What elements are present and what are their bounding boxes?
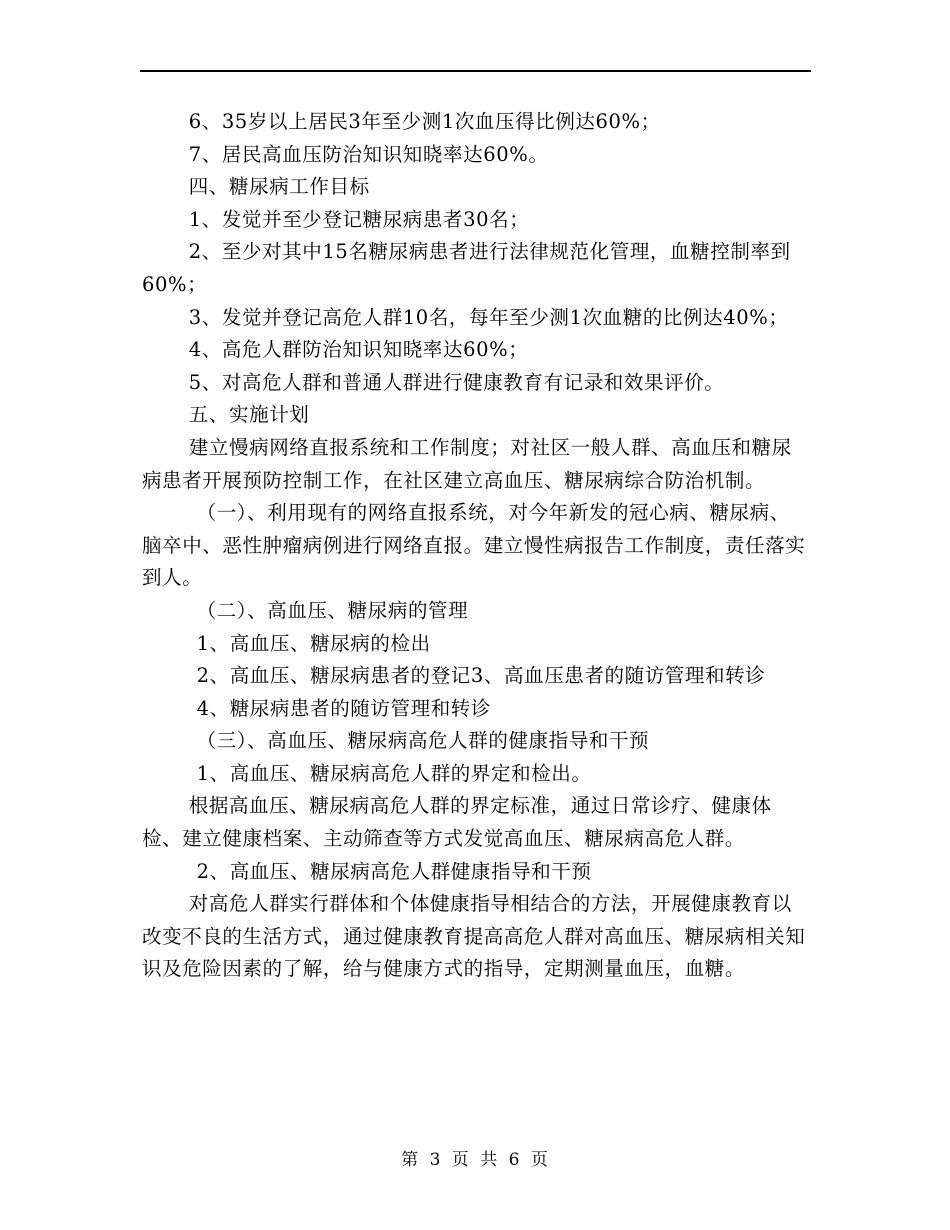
paragraph: 3、发觉并登记高危人群10名，每年至少测1次血糖的比例达40%； [188, 305, 789, 329]
header-rule [140, 70, 811, 72]
paragraph: （一）、利用现有的网络直报系统，对今年新发的冠心病、糖尿病、脑卒中、恶性肿瘤病例进行网络直报。建立慢性病报告工作制度，责任落实到人。 [142, 501, 806, 590]
page-footer: 第 3 页 共 6 页 [401, 1150, 549, 1170]
paragraph: 6、35岁以上居民3年至少测1次血压得比例达60%； [188, 110, 661, 133]
paragraph: 2、至少对其中15名糖尿病患者进行法律规范化管理，血糖控制率到60%； [142, 240, 791, 296]
paragraph: 1、高血压、糖尿病高危人群的界定和检出。 [196, 761, 592, 785]
section-heading: 四、糖尿病工作目标 [188, 175, 370, 199]
paragraph: 根据高血压、糖尿病高危人群的界定标准，通过日常诊疗、健康体检、建立健康档案、主动筛查等方式发觉高血压、糖尿病高危人群。 [142, 794, 772, 851]
subheading: （三）、高血压、糖尿病高危人群的健康指导和干预 [196, 729, 650, 753]
paragraph: 7、居民高血压防治知识知晓率达60%。 [188, 142, 549, 166]
paragraph: 2、高血压、糖尿病患者的登记3、高血压患者的随访管理和转诊 [196, 664, 766, 688]
section-heading: 五、实施计划 [188, 403, 310, 427]
paragraph: 1、发觉并至少登记糖尿病患者30名； [188, 207, 530, 231]
paragraph: 4、糖尿病患者的随访管理和转诊 [196, 696, 492, 720]
paragraph: 建立慢病网络直报系统和工作制度；对社区一般人群、高血压和糖尿病患者开展预防控制工作，在社区建立高血压、糖尿病综合防治机制。 [142, 435, 792, 492]
paragraph: 4、高危人群防治知识知晓率达60%； [188, 338, 529, 362]
paragraph: 5、对高危人群和普通人群进行健康教育有记录和效果评价。 [188, 370, 725, 394]
subheading: （二）、高血压、糖尿病的管理 [196, 598, 469, 622]
paragraph: 1、高血压、糖尿病的检出 [196, 631, 431, 655]
paragraph: 2、高血压、糖尿病高危人群健康指导和干预 [196, 859, 592, 883]
paragraph: 对高危人群实行群体和个体健康指导相结合的方法，开展健康教育以改变不良的生活方式，通过健康教育提高高危人群对高血压、糖尿病相关知识及危险因素的了解，给与健康方式的指导，定期测量血压，血糖。 [142, 892, 806, 981]
body-text [142, 106, 806, 986]
